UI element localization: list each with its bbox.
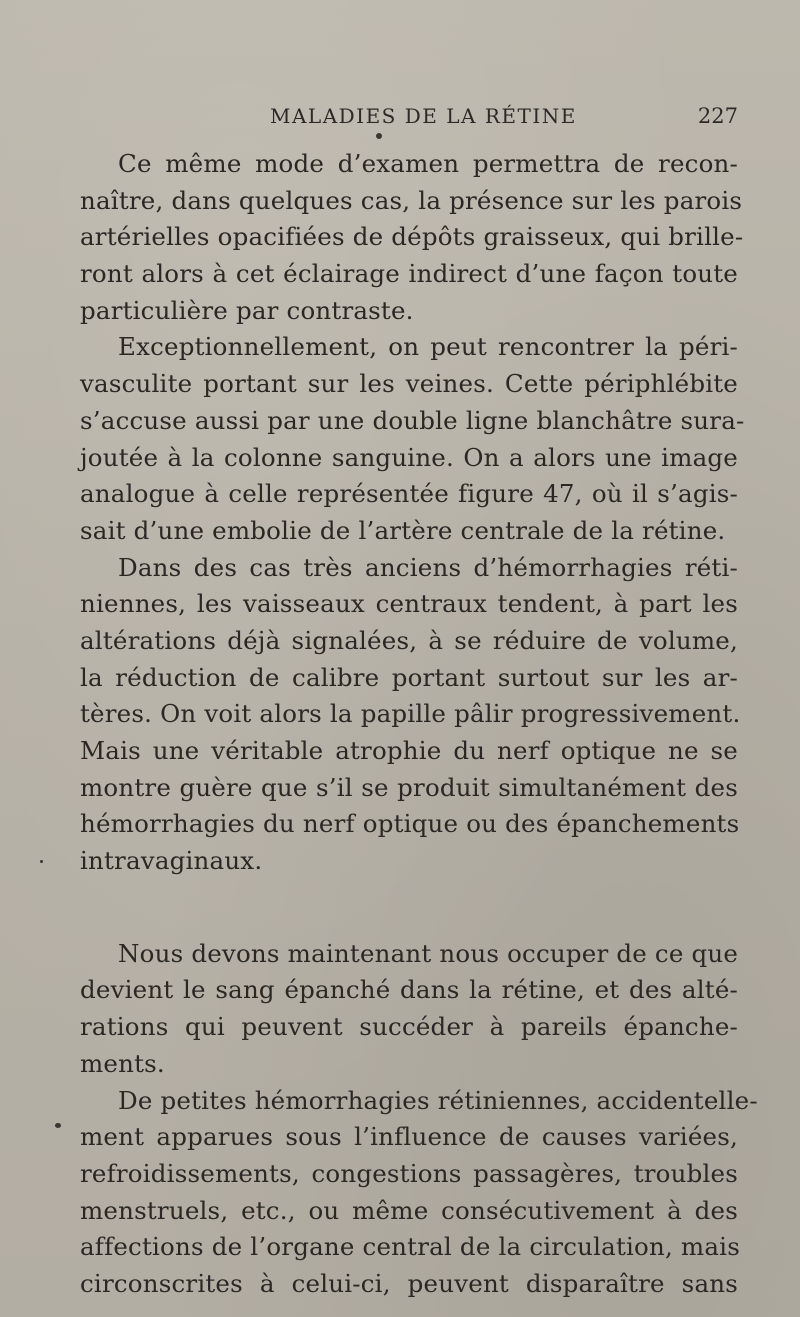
text-line: montre guère que s’il se produit simultanément des — [80, 772, 738, 802]
text-line: sait d’une embolie de l’artère centrale de la rétine. — [80, 515, 726, 545]
text-line: ront alors à cet éclairage indirect d’une façon toute — [80, 259, 738, 289]
text-line: De petites hémorrhagies rétiniennes, accidentelle- — [118, 1085, 758, 1115]
text-line: rations qui peuvent succéder à pareils épanche- — [80, 1012, 738, 1042]
text-line: joutée à la colonne sanguine. On a alors une image — [80, 442, 738, 472]
text-line: circonscrites à celui-ci, peuvent disparaître sans — [80, 1268, 738, 1298]
text-line: Ce même mode d’examen permettra de recon- — [118, 149, 738, 178]
text-line: Dans des cas très anciens d’hémorrhagies réti- — [118, 552, 738, 582]
text-line: naître, dans quelques cas, la présence sur les parois — [80, 185, 743, 215]
text-line: tères. On voit alors la papille pâlir progressivement. — [80, 699, 741, 729]
text-line: altérations déjà signalées, à se réduire de volume, — [80, 625, 738, 655]
ink-speck — [376, 133, 382, 139]
text-line: niennes, les vaisseaux centraux tendent, à part les — [80, 589, 738, 619]
text-line: ment apparues sous l’influence de causes variées, — [80, 1122, 738, 1152]
text-line: vasculite portant sur les veines. Cette périphlébite — [80, 369, 738, 399]
running-title: MALADIES DE LA RÉTINE — [270, 104, 577, 128]
ink-speck — [55, 1123, 61, 1128]
body-text — [80, 146, 758, 1303]
text-line: Exceptionnellement, on peut rencontrer la péri- — [118, 332, 738, 362]
ink-speck — [40, 860, 43, 863]
page-header — [80, 104, 738, 138]
text-line: s’accuse aussi par une double ligne blanchâtre sura- — [80, 405, 745, 435]
text-line: hémorrhagies du nerf optique ou des épanchements — [80, 809, 740, 839]
text-line: Nous devons maintenant nous occuper de ce que — [118, 938, 739, 968]
text-line: ments. — [80, 1048, 165, 1078]
text-line: Mais une véritable atrophie du nerf optique ne se — [80, 736, 738, 765]
page-number: 227 — [697, 104, 738, 128]
text-line: refroidissements, congestions passagères, troubles — [80, 1158, 738, 1188]
text-line: analogue à celle représentée figure 47, où il s’agis- — [80, 479, 738, 509]
text-line: artérielles opacifiées de dépôts graisseux, qui brille- — [80, 222, 744, 252]
text-line: intravaginaux. — [80, 846, 263, 876]
text-line: la réduction de calibre portant surtout sur les ar- — [80, 662, 738, 692]
section-gap — [80, 880, 738, 936]
text-line: menstruels, etc., ou même consécutivement à des — [80, 1195, 738, 1225]
text-line: devient le sang épanché dans la rétine, et des alté- — [80, 975, 738, 1005]
text-line: affections de l’organe central de la circulation, mais — [80, 1232, 740, 1262]
text-line: particulière par contraste. — [80, 295, 414, 325]
